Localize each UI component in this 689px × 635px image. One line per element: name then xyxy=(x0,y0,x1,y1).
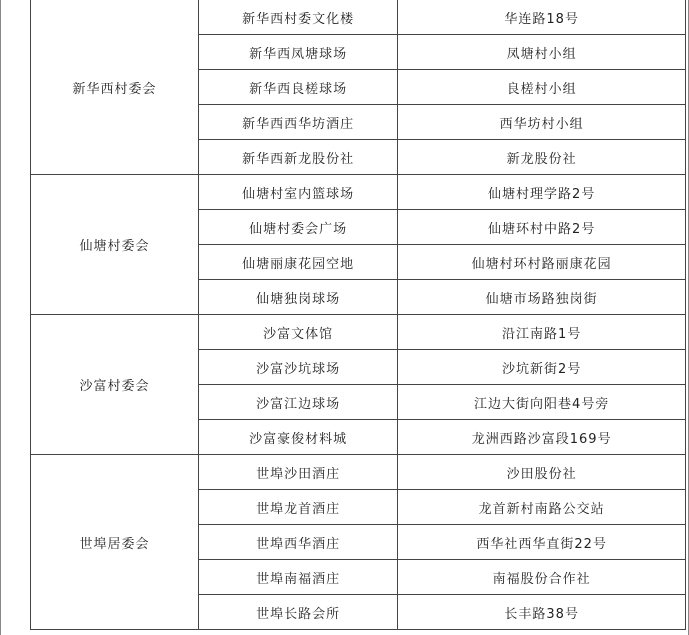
address-cell: 西华社西华直街22号 xyxy=(398,525,686,560)
site-cell: 新华西凤塘球场 xyxy=(198,35,397,70)
site-cell: 仙塘村室内篮球场 xyxy=(198,175,397,210)
address-cell: 西华坊村小组 xyxy=(398,105,686,140)
address-cell: 南福股份合作社 xyxy=(398,560,686,595)
address-cell: 沙田股份社 xyxy=(398,455,686,490)
address-cell: 沿江南路1号 xyxy=(398,315,686,350)
address-cell: 沙坑新街2号 xyxy=(398,350,686,385)
site-cell: 新华西良槎球场 xyxy=(198,70,397,105)
committee-cell: 新华西村委会 xyxy=(31,0,199,175)
site-cell: 世埠龙首酒庄 xyxy=(198,490,397,525)
address-cell: 龙首新村南路公交站 xyxy=(398,490,686,525)
site-cell: 世埠长路会所 xyxy=(198,595,397,630)
address-cell: 龙洲西路沙富段169号 xyxy=(398,420,686,455)
address-cell: 凤塘村小组 xyxy=(398,35,686,70)
site-cell: 新华西村委文化楼 xyxy=(198,0,397,35)
address-cell: 江边大街向阳巷4号旁 xyxy=(398,385,686,420)
address-cell: 仙塘环村中路2号 xyxy=(398,210,686,245)
site-cell: 仙塘独岗球场 xyxy=(198,280,397,315)
venue-table-body xyxy=(31,0,686,630)
table-row xyxy=(31,455,686,490)
address-cell: 长丰路38号 xyxy=(398,595,686,630)
address-cell: 仙塘村理学路2号 xyxy=(398,175,686,210)
site-cell: 世埠南福酒庄 xyxy=(198,560,397,595)
table-row xyxy=(31,175,686,210)
site-cell: 沙富沙坑球场 xyxy=(198,350,397,385)
site-cell: 沙富江边球场 xyxy=(198,385,397,420)
address-cell: 良槎村小组 xyxy=(398,70,686,105)
venue-table xyxy=(30,0,686,630)
site-cell: 仙塘村委会广场 xyxy=(198,210,397,245)
address-cell: 仙塘市场路独岗街 xyxy=(398,280,686,315)
committee-cell: 仙塘村委会 xyxy=(31,175,199,315)
site-cell: 仙塘丽康花园空地 xyxy=(198,245,397,280)
table-row xyxy=(31,315,686,350)
site-cell: 新华西西华坊酒庄 xyxy=(198,105,397,140)
committee-cell: 沙富村委会 xyxy=(31,315,199,455)
committee-cell: 世埠居委会 xyxy=(31,455,199,630)
site-cell: 沙富豪俊材料城 xyxy=(198,420,397,455)
site-cell: 世埠沙田酒庄 xyxy=(198,455,397,490)
site-cell: 世埠西华酒庄 xyxy=(198,525,397,560)
table-row xyxy=(31,0,686,35)
address-cell: 新龙股份社 xyxy=(398,140,686,175)
site-cell: 沙富文体馆 xyxy=(198,315,397,350)
address-cell: 华连路18号 xyxy=(398,0,686,35)
site-cell: 新华西新龙股份社 xyxy=(198,140,397,175)
address-cell: 仙塘村环村路丽康花园 xyxy=(398,245,686,280)
